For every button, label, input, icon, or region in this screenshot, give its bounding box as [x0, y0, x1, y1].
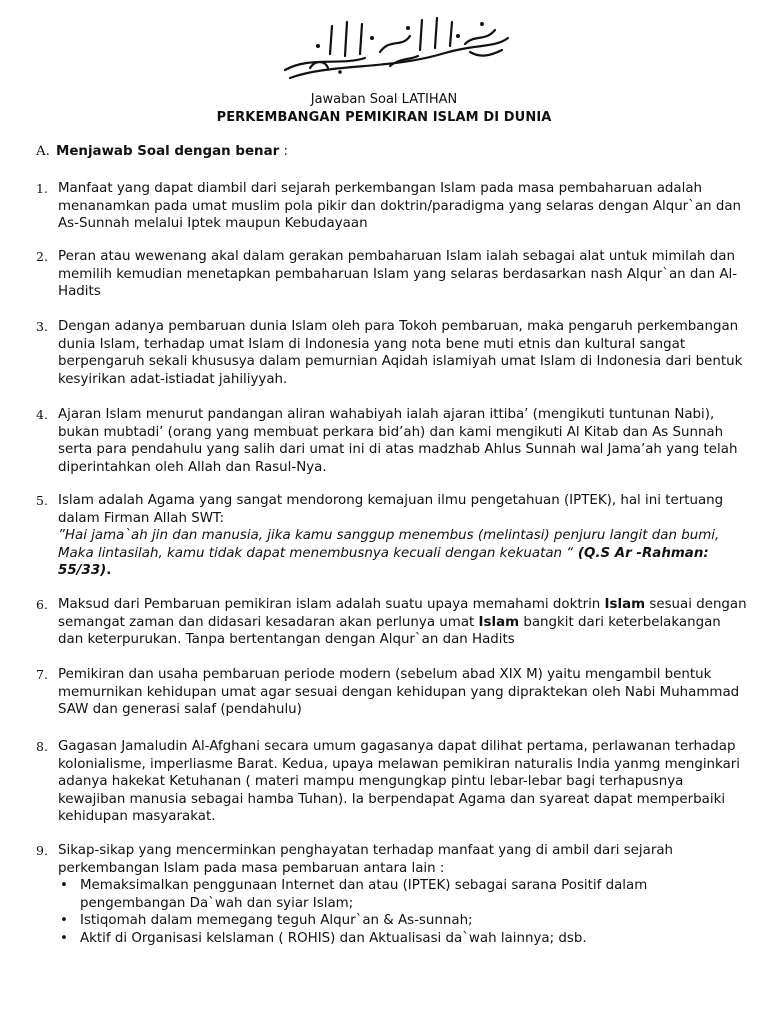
section-title: Menjawab Soal dengan benar: [56, 144, 280, 159]
item-text-part: sesuai dengan semangat zaman dan didasari kesadaran akan perlunya umat: [58, 597, 747, 630]
bullet-list: [58, 877, 750, 947]
item-text: Manfaat yang dapat diambil dari sejarah perkembangan Islam pada masa pembaharuan adalah menanamkan pada umat muslim pola pikir dan doktrin/paradigma yang selaras dengan Alqur`an dan As-Sunnah melalui Iptek maupun Kebudayaan: [58, 181, 742, 231]
quote-end: .: [106, 563, 112, 578]
item-text: [58, 596, 750, 649]
bullet-item: • Istiqomah dalam memegang teguh Alqur`an & As-sunnah;: [58, 912, 750, 930]
item-text: Peran atau wewenang akal dalam gerakan pembaharuan Islam ialah sebagai alat untuk mimilah dan memilih kemudian menetapkan pembaharuan Islam yang selaras berdasarkan nash Alqur`an dan Al-Hadits: [58, 249, 738, 299]
item-text: Ajaran Islam menurut pandangan aliran wahabiyah ialah ajaran ittiba’ (mengikuti tuntunan Nabi), bukan mubtadi’ (orang yang membuat perkara bid’ah) dan kami mengikuti Al Kitab dan As Sunnah serta para pendahulu yang salih dari umat ini di atas madzhab Ahlus Sunnah wal Jama’ah yang telah diperintahkan oleh Allah dan Rasul-Nya.: [58, 407, 738, 475]
section-letter: A.: [36, 144, 50, 159]
quran-quote: ”Hai jama`ah jin dan manusia, jika kamu sanggup menembus (melintasi) penjuru langit dan bumi, Maka lintasilah, kamu tidak dapat menembusnya kecuali dengan kekuatan “: [58, 528, 720, 561]
basmala-calligraphy: [270, 8, 520, 88]
item-text: Dengan adanya pembaruan dunia Islam oleh para Tokoh pembaruan, maka pengaruh perkembangan dunia Islam, terhadap umat Islam di Indonesia yang nota bene muti etnis dan kultural sangat berpengaruh sekali khususya dalam pemurnian Aqidah islamiyah umat Islam di Indonesia dari bentuk kesyirikan adat-istiadat jahiliyyah.: [58, 319, 743, 387]
bullet-item: • Aktif di Organisasi kelslaman ( ROHIS) dan Aktualisasi da`wah lainnya; dsb.: [58, 930, 750, 948]
item-number: 4.: [36, 407, 48, 422]
item-number: 3.: [36, 319, 48, 334]
item-text: Gagasan Jamaludin Al-Afghani secara umum gagasanya dapat dilihat pertama, perlawanan terhadap kolonialisme, imperliasme Barat. Kedua, upaya melawan pemikiran naturalis India yanmg menginkari adanya hakekat Ketuhanan ( materi mampu mengungkap pintu lebar-lebar bagi terhapusnya kewajiban manusia sebagai hamba Tuhan). Ia berpendapat Agama dan syareat dapat memperbaiki kehidupan masyarakat.: [58, 739, 740, 824]
quran-reference: (Q.S Ar -Rahman: 55/33): [58, 545, 709, 578]
emphasis-islam: Islam: [478, 614, 520, 630]
item-number: 2.: [36, 249, 48, 264]
item-text-part: Maksud dari Pembaruan pemikiran islam adalah suatu upaya memahami doktrin: [58, 597, 605, 612]
item-number: 6.: [36, 597, 48, 612]
item-text: Islam adalah Agama yang sangat mendorong kemajuan ilmu pengetahuan (IPTEK), hal ini tertuang dalam Firman Allah SWT:: [58, 493, 724, 526]
item-number: 5.: [36, 493, 48, 508]
item-text-part: bangkit dari keterbelakangan dan keterpurukan. Tanpa bertentangan dengan Alqur`an dan Hadits: [58, 614, 721, 647]
item-text: Sikap-sikap yang mencerminkan penghayatan terhadap manfaat yang di ambil dari sejarah perkembangan Islam pada masa pembaruan antara lain :: [58, 843, 674, 876]
item-number: 9.: [36, 843, 48, 858]
item-number: 7.: [36, 667, 48, 682]
bullet-item: • Memaksimalkan penggunaan Internet dan atau (IPTEK) sebagai sarana Positif dalam pengembangan Da`wah dan syiar Islam;: [58, 877, 750, 912]
item-number: 1.: [36, 181, 48, 196]
item-number: 8.: [36, 739, 48, 754]
document-title: Jawaban Soal LATIHAN: [310, 92, 458, 107]
emphasis-islam: Islam: [604, 597, 646, 612]
section-colon: :: [279, 144, 288, 159]
document-subtitle: PERKEMBANGAN PEMIKIRAN ISLAM DI DUNIA: [216, 110, 552, 125]
section-heading: [36, 143, 288, 161]
item-text: Pemikiran dan usaha pembaruan periode modern (sebelum abad XIX M) yaitu mengambil bentuk memurnikan kehidupan umat agar sesuai dengan kehidupan yang dipraktekan oleh Nabi Muhammad SAW dan generasi salaf (pendahulu): [58, 667, 740, 717]
